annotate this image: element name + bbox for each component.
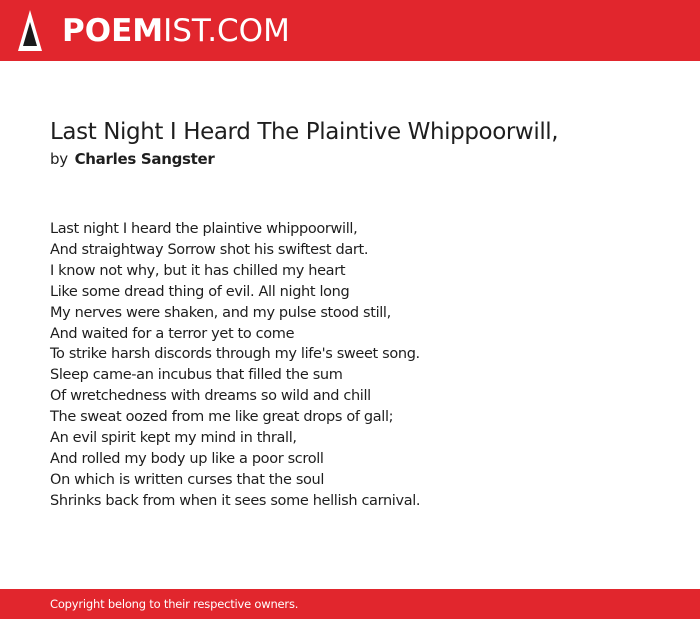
poem-line: Sleep came-an incubus that filled the sum: [50, 367, 343, 384]
site-logo[interactable]: [62, 11, 290, 51]
logo-bold-text: POEM: [62, 13, 164, 49]
logo-light-text: IST.COM: [163, 13, 290, 49]
poem-line: And waited for a terror yet to come: [50, 325, 295, 342]
site-header: [0, 0, 700, 61]
poem-line: On which is written curses that the soul: [50, 471, 325, 488]
byline: [50, 150, 214, 168]
poem-line: Like some dread thing of evil. All night long: [50, 283, 350, 300]
author-name: Charles Sangster: [74, 150, 215, 168]
poem-line: The sweat oozed from me like great drops of gall;: [50, 409, 394, 426]
poem-line: My nerves were shaken, and my pulse stood still,: [50, 304, 391, 321]
poem-line: And straightway Sorrow shot his swiftest dart.: [50, 241, 369, 258]
poem-title: Last Night I Heard The Plaintive Whippoorwill,: [50, 119, 559, 145]
poem-line: And rolled my body up like a poor scroll: [50, 450, 324, 467]
pencil-icon[interactable]: [18, 10, 42, 51]
poem-line: An evil spirit kept my mind in thrall,: [50, 430, 297, 447]
poem-body: [50, 219, 420, 512]
poem-line: I know not why, but it has chilled my heart: [50, 262, 346, 279]
poem-line: Of wretchedness with dreams so wild and chill: [50, 388, 371, 405]
by-label: by: [50, 150, 68, 168]
poem-line: Last night I heard the plaintive whippoorwill,: [50, 221, 358, 237]
poem-line: To strike harsh discords through my life's sweet song.: [50, 346, 420, 363]
site-footer: [0, 589, 700, 619]
copyright-text: Copyright belong to their respective owners.: [50, 597, 299, 611]
poem-line: Shrinks back from when it sees some hellish carnival.: [50, 492, 421, 509]
